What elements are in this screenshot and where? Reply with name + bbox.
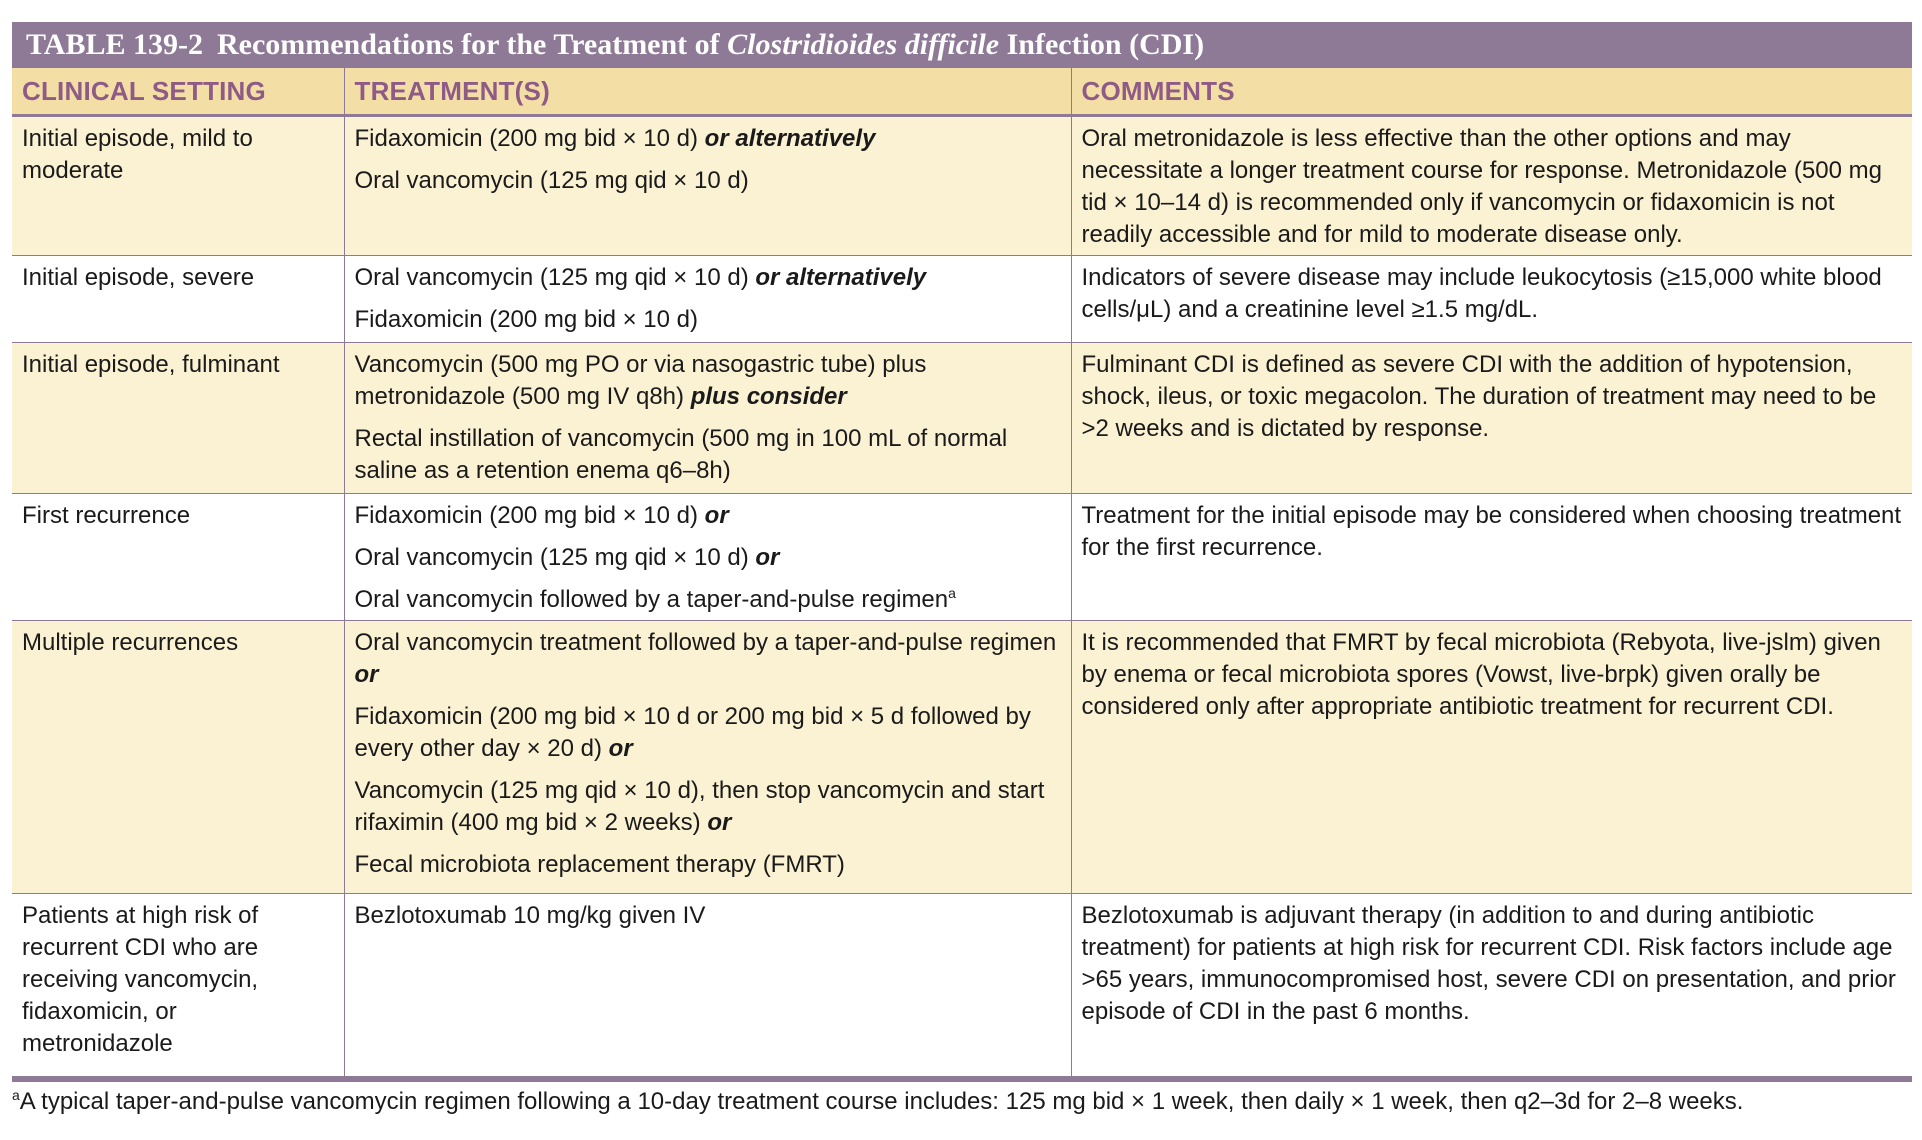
treatment-item: Fidaxomicin (200 mg bid × 10 d or 200 mg bid × 5 d followed by every other day × 20 d) or: [354, 703, 1031, 762]
treatment-item: Oral vancomycin treatment followed by a taper-and-pulse regimen or: [354, 629, 1057, 688]
comment-cell: Fulminant CDI is defined as severe CDI with the addition of hypotension, shock, ileus, or toxic megacolon. The duration of treatment may need to be >2 weeks and is dictated by response.: [1071, 343, 1912, 494]
setting-cell: First recurrence: [12, 494, 344, 621]
treatments-cell: [344, 256, 1071, 343]
table-row: [12, 256, 1912, 343]
footnote-text: A typical taper-and-pulse vancomycin regimen following a 10-day treatment course includes: 125 mg bid × 1 week, then daily × 1 week, then q2–3d for 2–8 weeks.: [19, 1088, 1744, 1115]
treatment-connector: or alternatively: [704, 125, 876, 152]
table-row: [12, 621, 1912, 894]
header-treatments: TREATMENT(S): [344, 68, 1071, 116]
comment-cell: Oral metronidazole is less effective than the other options and may necessitate a longer treatment course for response. Metronidazole (500 mg tid × 10–14 d) is recommended only if vancomycin or fidaxomicin is not readily accessible and for mild to moderate disease only.: [1071, 116, 1912, 256]
treatment-table: [12, 68, 1912, 1076]
treatments-cell: [344, 116, 1071, 256]
setting-cell: Initial episode, fulminant: [12, 343, 344, 494]
footnote-mark: a: [12, 1087, 20, 1103]
header-row: [12, 68, 1912, 116]
treatment-connector: or: [707, 809, 732, 836]
setting-cell: Initial episode, severe: [12, 256, 344, 343]
treatment-connector: or: [704, 502, 729, 529]
table-footnote: [12, 1082, 1912, 1118]
table-row: [12, 343, 1912, 494]
table-row: [12, 894, 1912, 1077]
title-after: Infection (CDI): [1006, 28, 1205, 61]
table-row: [12, 116, 1912, 256]
title-before: Recommendations for the Treatment of: [216, 28, 720, 61]
treatment-item: Rectal instillation of vancomycin (500 mg in 100 mL of normal saline as a retention enema q6–8h): [354, 425, 1008, 484]
title-italic: Clostridioides difficile: [727, 28, 1000, 61]
treatment-connector: or: [354, 661, 379, 688]
treatments-cell: [344, 621, 1071, 894]
treatment-item: Vancomycin (125 mg qid × 10 d), then stop vancomycin and start rifaximin (400 mg bid × 2 weeks) or: [354, 777, 1045, 836]
treatment-item: Bezlotoxumab 10 mg/kg given IV: [354, 902, 706, 929]
treatment-connector: plus consider: [690, 383, 847, 410]
treatment-item: Oral vancomycin (125 mg qid × 10 d): [354, 167, 749, 194]
table-number: TABLE 139-2: [26, 28, 203, 61]
setting-cell: Initial episode, mild to moderate: [12, 116, 344, 256]
comment-cell: It is recommended that FMRT by fecal microbiota (Rebyota, live-jslm) given by enema or fecal microbiota spores (Vowst, live-brpk) given orally be considered only after appropriate antibiotic treatment for recurrent CDI.: [1071, 621, 1912, 894]
treatment-item: Fidaxomicin (200 mg bid × 10 d) or: [354, 502, 729, 529]
table-title: [12, 22, 1912, 68]
treatments-cell: [344, 894, 1071, 1077]
treatment-item: Fecal microbiota replacement therapy (FMRT): [354, 851, 845, 878]
treatments-cell: [344, 343, 1071, 494]
treatment-item: Fidaxomicin (200 mg bid × 10 d): [354, 306, 698, 333]
treatment-item: Oral vancomycin (125 mg qid × 10 d) or: [354, 544, 780, 571]
setting-cell: Multiple recurrences: [12, 621, 344, 894]
treatment-connector: or: [608, 735, 633, 762]
treatment-item: Vancomycin (500 mg PO or via nasogastric tube) plus metronidazole (500 mg IV q8h) plus consider: [354, 351, 927, 410]
comment-cell: Treatment for the initial episode may be considered when choosing treatment for the first recurrence.: [1071, 494, 1912, 621]
table-container: [12, 22, 1912, 1118]
treatment-item: Fidaxomicin (200 mg bid × 10 d) or alternatively: [354, 125, 876, 152]
footnote-mark: a: [948, 585, 956, 601]
treatment-item: Oral vancomycin followed by a taper-and-pulse regimen$^a$: [354, 585, 956, 613]
treatment-item: Oral vancomycin (125 mg qid × 10 d) or alternatively: [354, 264, 927, 291]
treatment-connector: or alternatively: [755, 264, 927, 291]
header-clinical-setting: CLINICAL SETTING: [12, 68, 344, 116]
comment-cell: Indicators of severe disease may include leukocytosis (≥15,000 white blood cells/μL) and a creatinine level ≥1.5 mg/dL.: [1071, 256, 1912, 343]
setting-cell: Patients at high risk of recurrent CDI who are receiving vancomycin, fidaxomicin, or metronidazole: [12, 894, 344, 1077]
header-comments: COMMENTS: [1071, 68, 1912, 116]
treatment-connector: or: [755, 544, 780, 571]
table-row: [12, 494, 1912, 621]
comment-cell: Bezlotoxumab is adjuvant therapy (in addition to and during antibiotic treatment) for patients at high risk for recurrent CDI. Risk factors include age >65 years, immunocompromised host, severe CDI on presentation, and prior episode of CDI in the past 6 months.: [1071, 894, 1912, 1077]
treatments-cell: [344, 494, 1071, 621]
